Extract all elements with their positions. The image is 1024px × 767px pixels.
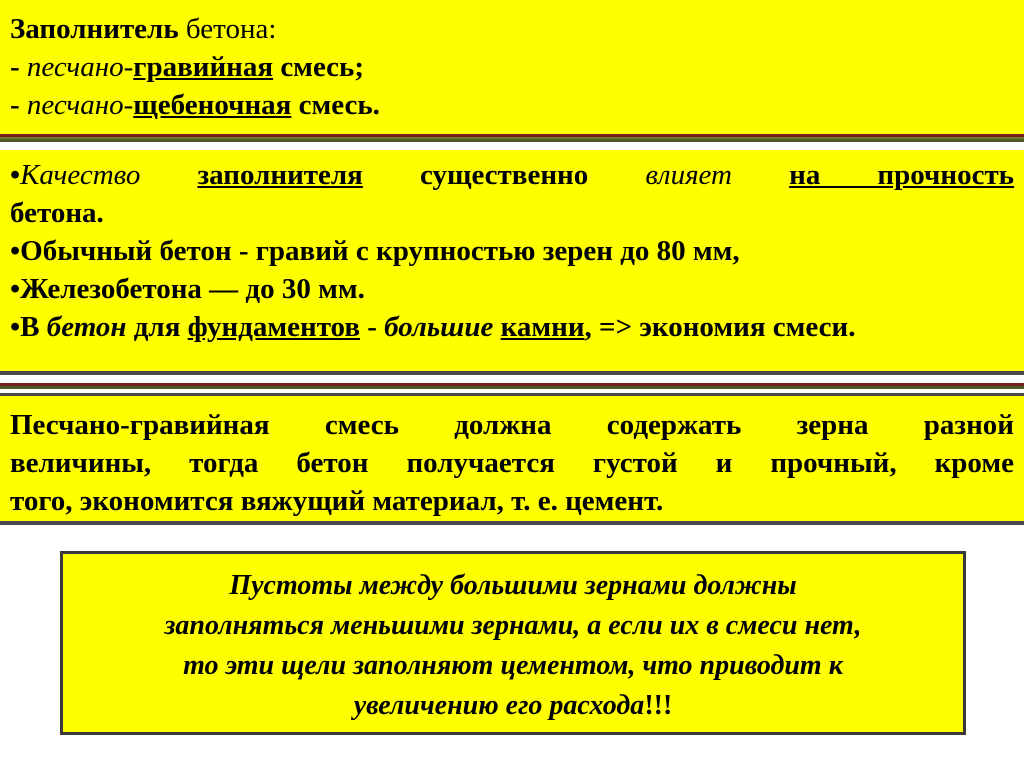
- sand-gravel-mix-box: [0, 393, 1024, 525]
- note-line: увеличению его расхода!!!: [353, 690, 673, 721]
- aggregate-quality-box: [0, 150, 1024, 375]
- quality-bullet-continuation: бетона.: [10, 197, 104, 229]
- paragraph-line: величины, тогда бетон получается густой и прочный, кроме: [10, 447, 1014, 479]
- paragraph-line: Песчано-гравийная смесь должна содержать зерна разной: [10, 409, 1014, 441]
- ordinary-concrete-bullet: •Обычный бетон - гравий с крупностью зерен до 80 мм,: [10, 235, 740, 267]
- note-line: Пустоты между большими зернами должны: [229, 570, 797, 601]
- divider: [0, 386, 1024, 389]
- sand-gravel-item: - песчано-гравийная смесь;: [10, 51, 365, 83]
- aggregate-types-box: [0, 0, 1024, 137]
- divider: [0, 139, 1024, 142]
- foundation-bullet: •В бетон для фундаментов - большие камни, => экономия смеси.: [10, 311, 856, 343]
- note-line: заполняться меньшими зернами, а если их в смеси нет,: [164, 610, 862, 641]
- voids-note-box: [60, 551, 966, 735]
- sand-crushed-stone-item: - песчано-щебеночная смесь.: [10, 89, 380, 121]
- quality-bullet: •Качество заполнителя существенно влияет на прочность: [10, 159, 1015, 191]
- paragraph-line: того, экономится вяжущий материал, т. е. цемент.: [10, 485, 664, 517]
- aggregate-title: Заполнитель бетона:: [10, 13, 277, 45]
- reinforced-concrete-bullet: •Железобетона — до 30 мм.: [10, 273, 365, 305]
- note-line: то эти щели заполняют цементом, что приводит к: [183, 650, 843, 681]
